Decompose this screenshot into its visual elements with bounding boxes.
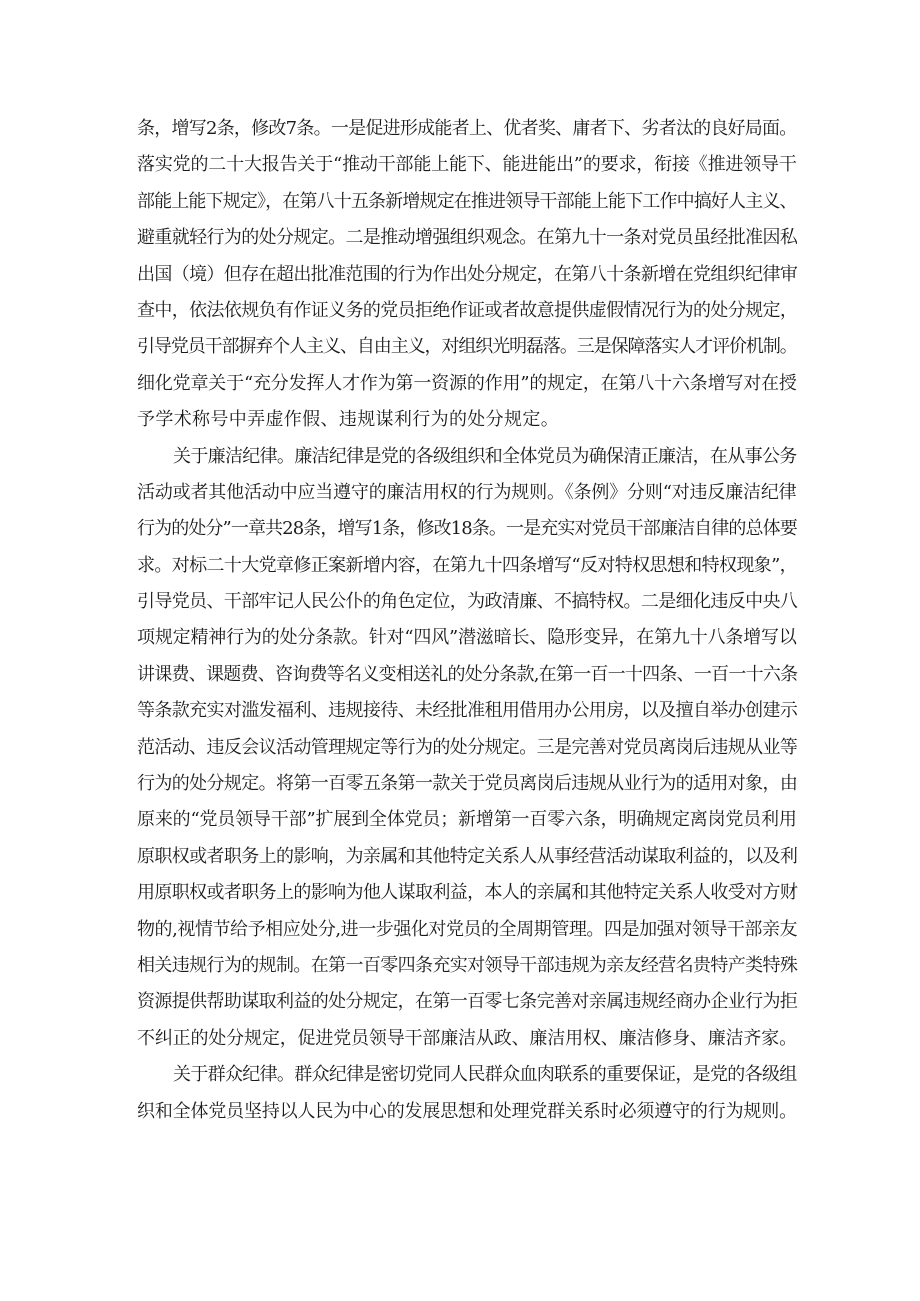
text-line: 资源提供帮助谋取利益的处分规定，在第一百零七条完善对亲属违规经商办企业行为拒 <box>137 991 798 1013</box>
text-line: 引导党员、干部牢记人民公仆的角色定位，为政清廉、不搞特权。二是细化违反中央八 <box>137 591 798 613</box>
text-line: 关于群众纪律。群众纪律是密切党同人民群众血肉联系的重要保证，是党的各级组 <box>173 1064 797 1086</box>
text-line: 查中，依法依规负有作证义务的党员拒绝作证或者故意提供虚假情况行为的处分规定， <box>137 299 798 321</box>
text-line: 出国（境）但存在超出批准范围的行为作出处分规定，在第八十条新增在党组织纪律审 <box>137 263 798 285</box>
text-line: 条，增写2条，修改7条。一是促进形成能者上、优者奖、庸者下、劣者汰的良好局面。 <box>137 118 797 139</box>
text-line: 原来的“党员领导干部”扩展到全体党员；新增第一百零六条，明确规定离岗党员利用 <box>137 809 797 831</box>
text-line: 原职权或者职务上的影响，为亲属和其他特定关系人从事经营活动谋取利益的，以及利 <box>137 845 798 867</box>
text-line: 讲课费、课题费、咨询费等名义变相送礼的处分条款,在第一百一十四条、一百一十六条 <box>137 663 798 685</box>
text-line: 用原职权或者职务上的影响为他人谋取利益，本人的亲属和其他特定关系人收受对方财 <box>137 882 798 904</box>
paragraph <box>137 1057 797 1130</box>
paragraph <box>137 111 797 439</box>
paragraph <box>137 439 797 1058</box>
text-line: 部能上能下规定》，在第八十五条新增规定在推进领导干部能上能下工作中搞好人主义、 <box>137 190 797 212</box>
text-line: 等条款充实对滥发福利、违规接待、未经批准租用借用办公用房，以及擅自举办创建示 <box>137 700 798 722</box>
text-line: 不纠正的处分规定，促进党员领导干部廉洁从政、廉洁用权、廉洁修身、廉洁齐家。 <box>137 1027 797 1049</box>
text-line: 关于廉洁纪律。廉洁纪律是党的各级组织和全体党员为确保清正廉洁，在从事公务 <box>173 445 797 467</box>
text-line: 织和全体党员坚持以人民为中心的发展思想和处理党群关系时必须遵守的行为规则。 <box>137 1100 797 1122</box>
text-line: 避重就轻行为的处分规定。二是推动增强组织观念。在第九十一条对党员虽经批准因私 <box>137 227 798 249</box>
text-line: 引导党员干部摒弃个人主义、自由主义，对组织光明磊落。三是保障落实人才评价机制。 <box>137 336 797 358</box>
text-line: 项规定精神行为的处分条款。针对“四风”潜滋暗长、隐形变异，在第九十八条增写以 <box>137 627 797 649</box>
text-line: 求。对标二十大党章修正案新增内容，在第九十四条增写“反对特权思想和特权现象”， <box>137 554 798 576</box>
text-line: 行为的处分”一章共28条，增写1条，修改18条。一是充实对党员干部廉洁自律的总体要 <box>137 518 797 540</box>
text-line: 范活动、违反会议活动管理规定等行为的处分规定。三是完善对党员离岗后违规从业等 <box>137 736 798 758</box>
text-line: 细化党章关于“充分发挥人才作为第一资源的作用”的规定，在第八十六条增写对在授 <box>137 372 797 394</box>
document-body <box>137 111 797 1130</box>
text-line: 相关违规行为的规制。在第一百零四条充实对领导干部违规为亲友经营名贵特产类特殊 <box>137 954 798 976</box>
text-line: 落实党的二十大报告关于“推动干部能上能下、能进能出”的要求，衔接《推进领导干 <box>137 154 797 176</box>
text-line: 物的,视情节给予相应处分,进一步强化对党员的全周期管理。四是加强对领导干部亲友 <box>137 918 798 940</box>
text-line: 活动或者其他活动中应当遵守的廉洁用权的行为规则。《条例》分则“对违反廉洁纪律 <box>137 481 797 503</box>
text-line: 予学术称号中弄虚作假、违规谋利行为的处分规定。 <box>137 409 560 431</box>
text-line: 行为的处分规定。将第一百零五条第一款关于党员离岗后违规从业行为的适用对象，由 <box>137 773 798 795</box>
